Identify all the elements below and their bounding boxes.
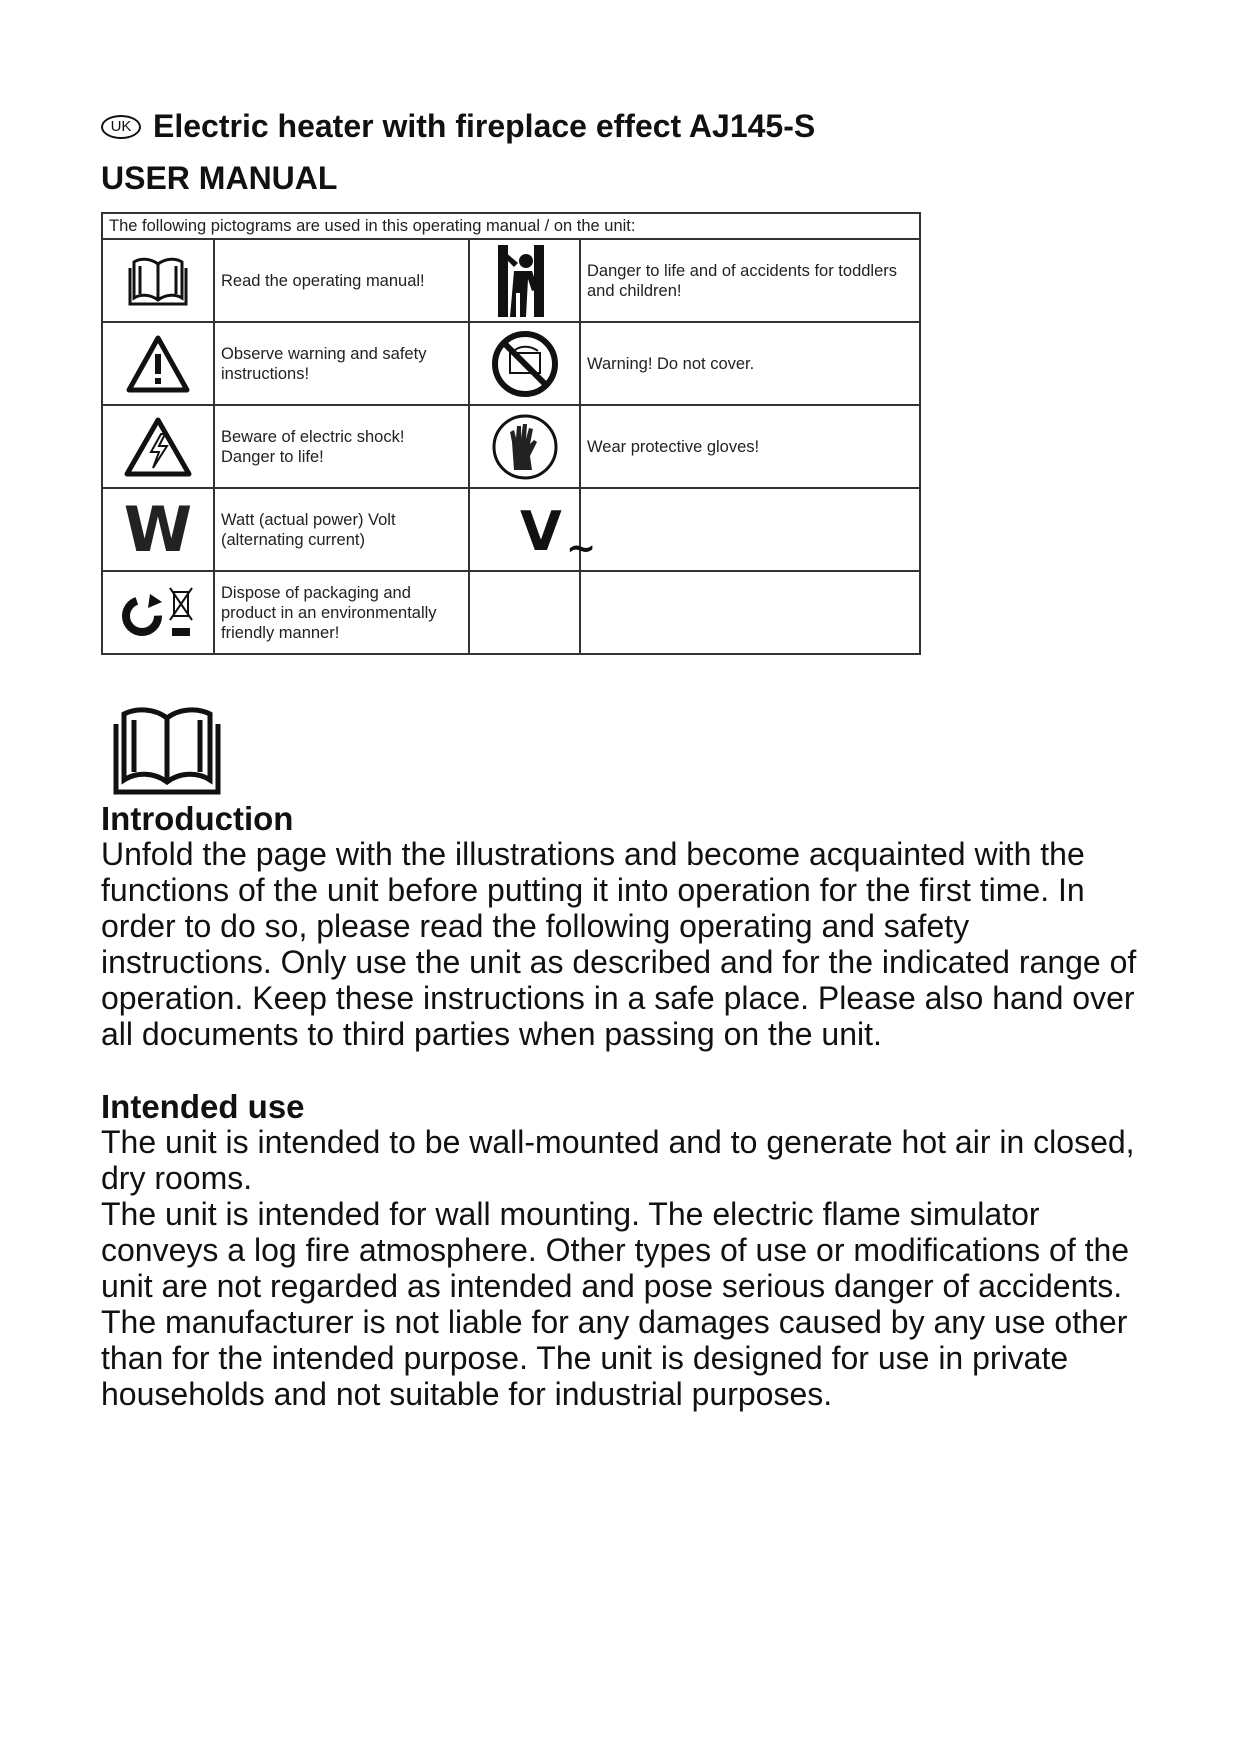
intended-use-paragraph-2: The unit is intended for wall mounting. The electric flame simulator conveys a log fire atmosphere. Other types of use or modifications of the unit are not regarded as intended and pose serious danger of accidents. The manufacturer is not liable for any damages caused by any use other than for the intended purpose. The unit is designed for use in private households and not suitable for industrial purposes.: [101, 1196, 1130, 1412]
gloves-icon: [490, 412, 560, 482]
intended-use-paragraph-1: The unit is intended to be wall-mounted and to generate hot air in closed, dry rooms.: [101, 1124, 1135, 1196]
pictogram-description: Read the operating manual!: [214, 239, 469, 322]
child-danger-icon: [490, 243, 560, 319]
pictogram-description: Beware of electric shock! Danger to life!: [214, 405, 469, 488]
electric-shock-icon: [123, 416, 193, 478]
do-not-cover-icon: [490, 329, 560, 399]
volt-symbol: V: [520, 500, 562, 563]
pictogram-row: [102, 571, 920, 654]
pictogram-description: Watt (actual power) Volt (alternating current): [214, 488, 469, 571]
user-manual-title: USER MANUAL: [101, 160, 338, 196]
uk-country-badge: UK: [101, 115, 141, 139]
recycle-dispose-icon: [118, 578, 198, 648]
warning-triangle-icon: [125, 334, 191, 394]
pictogram-description: Danger to life and of accidents for toddlers and children!: [580, 239, 920, 322]
pictogram-description: Wear protective gloves!: [580, 405, 920, 488]
book-icon: [128, 254, 188, 308]
pictogram-description: Dispose of packaging and product in an environmentally friendly manner!: [214, 571, 469, 654]
pictogram-row: [102, 322, 920, 405]
read-manual-book-icon: [112, 704, 222, 796]
alternating-current-symbol: ~: [566, 528, 597, 569]
pictogram-row: [102, 239, 920, 322]
pictogram-caption: The following pictograms are used in this operating manual / on the unit:: [102, 213, 920, 239]
introduction-text: [101, 836, 1141, 1052]
pictogram-row: [102, 405, 920, 488]
watt-icon: W: [123, 492, 193, 566]
introduction-heading: Introduction: [101, 800, 294, 837]
pictogram-description: Observe warning and safety instructions!: [214, 322, 469, 405]
intended-use-heading: Intended use: [101, 1088, 305, 1125]
pictogram-description: Warning! Do not cover.: [580, 322, 920, 405]
pictogram-table: [101, 212, 921, 655]
document-title: Electric heater with fireplace effect AJ145-S: [153, 108, 816, 144]
document-header: [101, 108, 815, 145]
intended-use-text: [101, 1124, 1141, 1412]
introduction-paragraph: Unfold the page with the illustrations and become acquainted with the functions of the unit before putting it into operation for the first time. In order to do so, please read the following operating and safety instructions. Only use the unit as described and for the indicated range of operation. Keep these instructions in a safe place. Please also hand over all documents to third parties when passing on the unit.: [101, 836, 1137, 1052]
pictogram-row: [102, 488, 920, 571]
